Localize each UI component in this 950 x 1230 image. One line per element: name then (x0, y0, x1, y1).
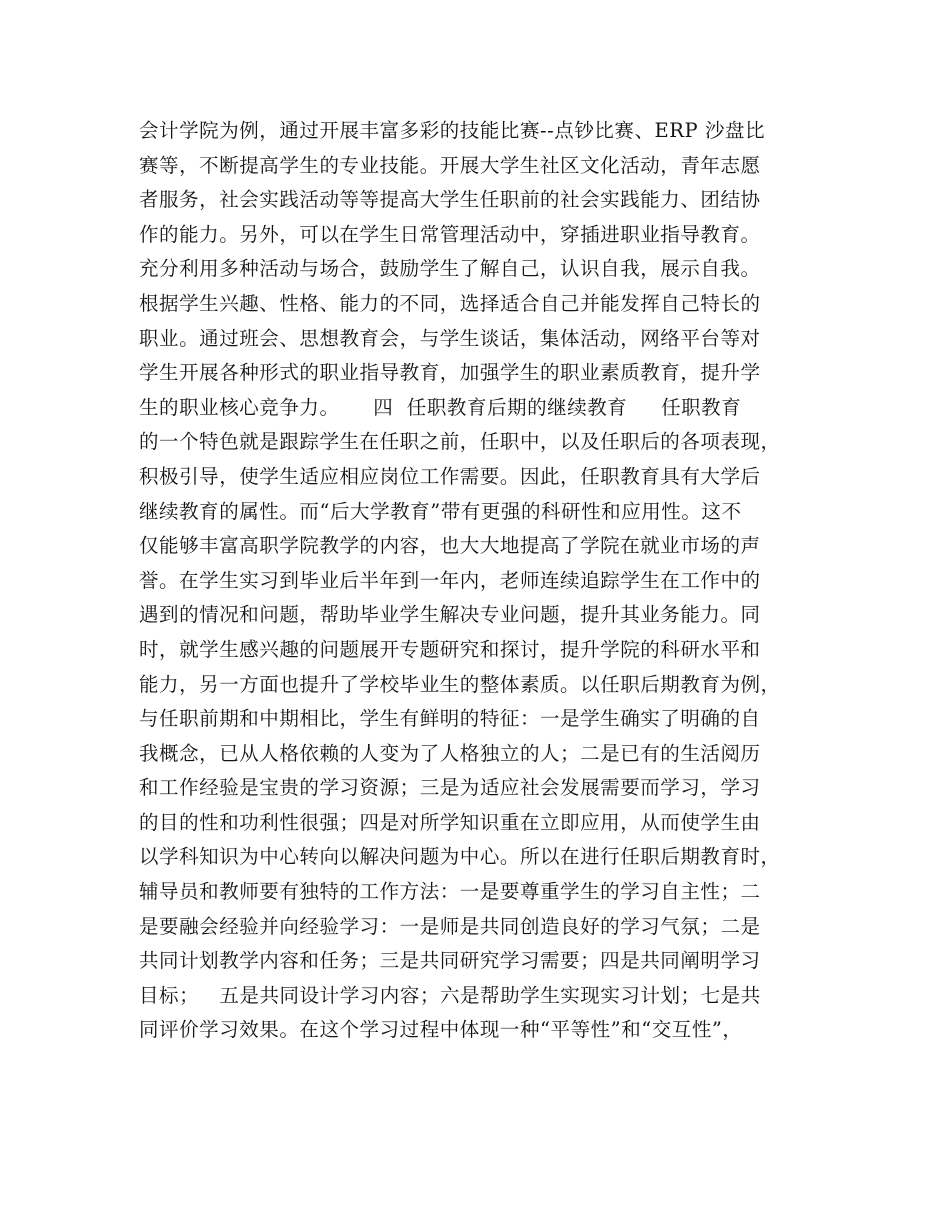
text-line: 同评价学习效果。在这个学习过程中体现一种“平等性”和“交互性”， (139, 1018, 743, 1042)
text-line: 我概念，已从人格依赖的人变为了人格独立的人；二是已有的生活阅历 (139, 741, 761, 765)
text-line: 共同计划教学内容和任务；三是共同研究学习需要；四是共同阐明学习 (139, 949, 761, 973)
text-line: 者服务，社会实践活动等等提高大学生任职前的社会实践能力、团结协 (139, 188, 761, 212)
text-line: 职业。通过班会、思想教育会，与学生谈话，集体活动，网络平台等对 (139, 326, 761, 350)
text-line: 辅导员和教师要有独特的工作方法：一是要尊重学生的学习自主性；二 (139, 880, 761, 904)
text-line: 是要融会经验并向经验学习：一是师是共同创造良好的学习气氛；二是 (139, 914, 761, 938)
text-line: 作的能力。另外，可以在学生日常管理活动中，穿插进职业指导教育。 (139, 222, 761, 246)
text-line: 目标； 五是共同设计学习内容；六是帮助学生实现实习计划；七是共 (139, 983, 761, 1007)
text-line: 仅能够丰富高职学院教学的内容，也大大地提高了学院在就业市场的声 (139, 534, 761, 558)
text-line: 积极引导，使学生适应相应岗位工作需要。因此，任职教育具有大学后 (139, 464, 761, 488)
text-line: 学生开展各种形式的职业指导教育，加强学生的职业素质教育，提升学 (139, 361, 761, 385)
text-line: 以学科知识为中心转向以解决问题为中心。所以在进行任职后期教育时， (139, 845, 781, 869)
text-line: 誉。在学生实习到毕业后半年到一年内，老师连续追踪学生在工作中的 (139, 568, 761, 592)
text-line: 和工作经验是宝贵的学习资源；三是为适应社会发展需要而学习，学习 (139, 776, 761, 800)
text-line: 赛等，不断提高学生的专业技能。开展大学生社区文化活动，青年志愿 (139, 153, 761, 177)
text-line: 充分利用多种活动与场合，鼓励学生了解自己，认识自我，展示自我。 (139, 257, 761, 281)
body-text (139, 114, 839, 1048)
text-line: 根据学生兴趣、性格、能力的不同，选择适合自己并能发挥自己特长的 (139, 291, 761, 315)
text-line: 生的职业核心竞争力。 四 任职教育后期的继续教育 任职教育 (139, 395, 742, 419)
text-line: 的一个特色就是跟踪学生在任职之前，任职中，以及任职后的各项表现， (139, 430, 781, 454)
text-line: 的目的性和功利性很强；四是对所学知识重在立即应用，从而使学生由 (139, 810, 761, 834)
text-line: 与任职前期和中期相比，学生有鲜明的特征：一是学生确实了明确的自 (139, 707, 761, 731)
text-line: 遇到的情况和问题，帮助毕业学生解决专业问题，提升其业务能力。同 (139, 603, 761, 627)
text-line: 时，就学生感兴趣的问题展开专题研究和探讨，提升学院的科研水平和 (139, 637, 761, 661)
text-line: 会计学院为例，通过开展丰富多彩的技能比赛--点钞比赛、ERP 沙盘比 (139, 119, 766, 142)
text-line: 继续教育的属性。而“后大学教育”带有更强的科研性和应用性。这不 (139, 499, 742, 523)
text-line: 能力，另一方面也提升了学校毕业生的整体素质。以任职后期教育为例， (139, 672, 781, 696)
